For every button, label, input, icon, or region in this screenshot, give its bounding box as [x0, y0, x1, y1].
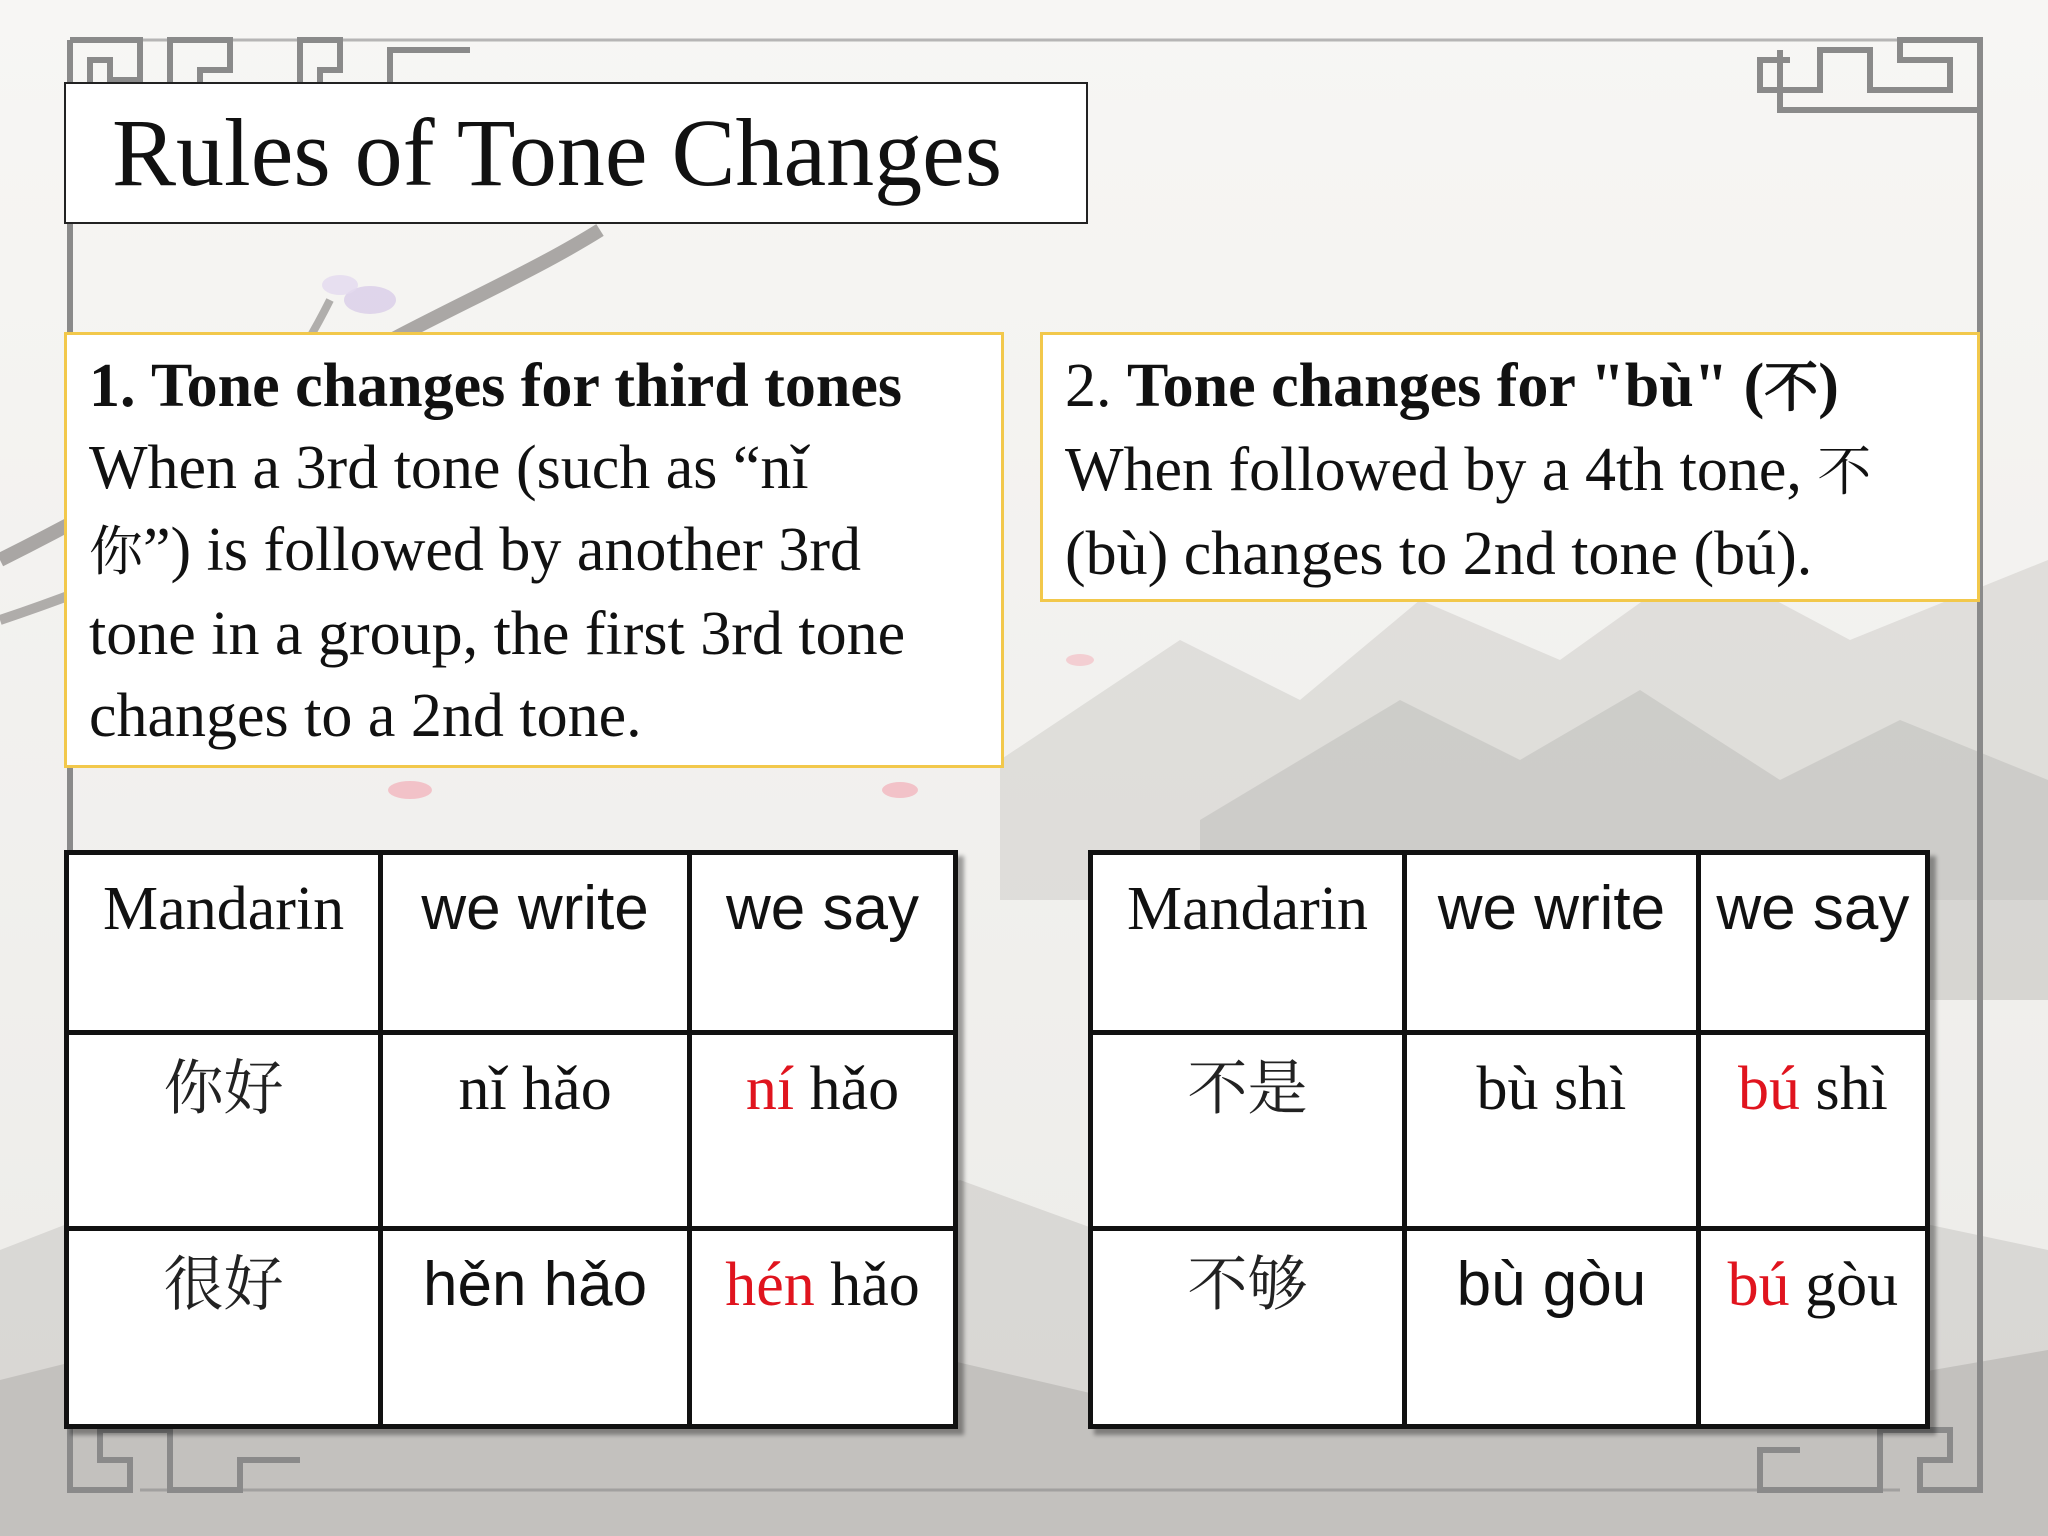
- header-cell: [381, 853, 690, 1033]
- rule-bu-box: [1040, 332, 1980, 602]
- header-mandarin: Mandarin: [103, 875, 345, 943]
- rule-heading: Tone changes for "bù" (: [1127, 352, 1765, 420]
- mandarin-cell: 不够: [1187, 1250, 1308, 1320]
- bu-tone-table: [1088, 850, 1930, 1429]
- rule-body-start: When followed by a 4th tone,: [1065, 436, 1818, 504]
- header-cell: [67, 853, 381, 1033]
- table-row: [67, 1229, 956, 1427]
- rule-number: 2.: [1065, 352, 1112, 420]
- unchanged-tone: hǎo: [794, 1055, 900, 1123]
- rule-body-cjk: 你: [89, 520, 143, 583]
- unchanged-tone: shì: [1799, 1055, 1888, 1123]
- rule-heading-end: ): [1818, 352, 1839, 420]
- header-cell: [690, 853, 956, 1033]
- header-we-write: we write: [421, 874, 649, 943]
- table-cell: [1091, 1229, 1405, 1427]
- table-row: [67, 1033, 956, 1229]
- table-header-row: [1091, 853, 1928, 1033]
- changed-tone: bú: [1727, 1251, 1790, 1319]
- table-cell: [1698, 1229, 1927, 1427]
- title-box: [64, 82, 1088, 224]
- changed-tone: ní: [745, 1055, 795, 1123]
- table-cell: [690, 1229, 956, 1427]
- header-mandarin: Mandarin: [1126, 875, 1369, 943]
- header-cell: [1091, 853, 1405, 1033]
- rule-body-cjk: 不: [1817, 440, 1872, 503]
- we-write-cell: bù shì: [1476, 1055, 1627, 1123]
- table-cell: [1698, 1033, 1927, 1229]
- changed-tone: hén: [725, 1251, 815, 1319]
- table-cell: [381, 1033, 690, 1229]
- rule-body-start: When a 3rd tone (such as “nǐ: [89, 434, 809, 502]
- table-cell: [690, 1033, 956, 1229]
- rule-heading: Tone changes for third tones: [151, 352, 902, 420]
- table-cell: [67, 1033, 381, 1229]
- rule-heading-cjk: 不: [1764, 356, 1819, 419]
- unchanged-tone: hǎo: [814, 1251, 920, 1319]
- we-write-cell: nǐ hǎo: [458, 1055, 612, 1123]
- table-cell: [1405, 1033, 1699, 1229]
- we-write-cell: bù gòu: [1456, 1250, 1647, 1319]
- third-tone-table: [64, 850, 958, 1429]
- mandarin-cell: 很好: [163, 1250, 284, 1320]
- table-row: [1091, 1033, 1928, 1229]
- rule-number: 1.: [89, 352, 136, 420]
- rule-body-end: ”) is followed by another 3rd tone in a group, the first 3rd tone changes to a 2nd tone.: [89, 516, 906, 750]
- header-we-say: we say: [1716, 874, 1910, 943]
- we-write-cell: hěn hǎo: [423, 1250, 648, 1319]
- mandarin-cell: 不是: [1187, 1054, 1308, 1124]
- changed-tone: bú: [1737, 1055, 1800, 1123]
- table-cell: [1405, 1229, 1699, 1427]
- header-cell: [1405, 853, 1699, 1033]
- header-we-write: we write: [1437, 874, 1666, 943]
- unchanged-tone: gòu: [1789, 1251, 1899, 1319]
- rule-body-end: (bù) changes to 2nd tone (bú).: [1065, 520, 1813, 588]
- mandarin-cell: 你好: [163, 1054, 284, 1124]
- table-cell: [67, 1229, 381, 1427]
- header-cell: [1698, 853, 1927, 1033]
- table-cell: [1091, 1033, 1405, 1229]
- table-cell: [381, 1229, 690, 1427]
- table-header-row: [67, 853, 956, 1033]
- slide-title: Rules of Tone Changes: [112, 99, 1003, 206]
- table-row: [1091, 1229, 1928, 1427]
- header-we-say: we say: [726, 874, 919, 943]
- rule-third-tones-box: [64, 332, 1004, 768]
